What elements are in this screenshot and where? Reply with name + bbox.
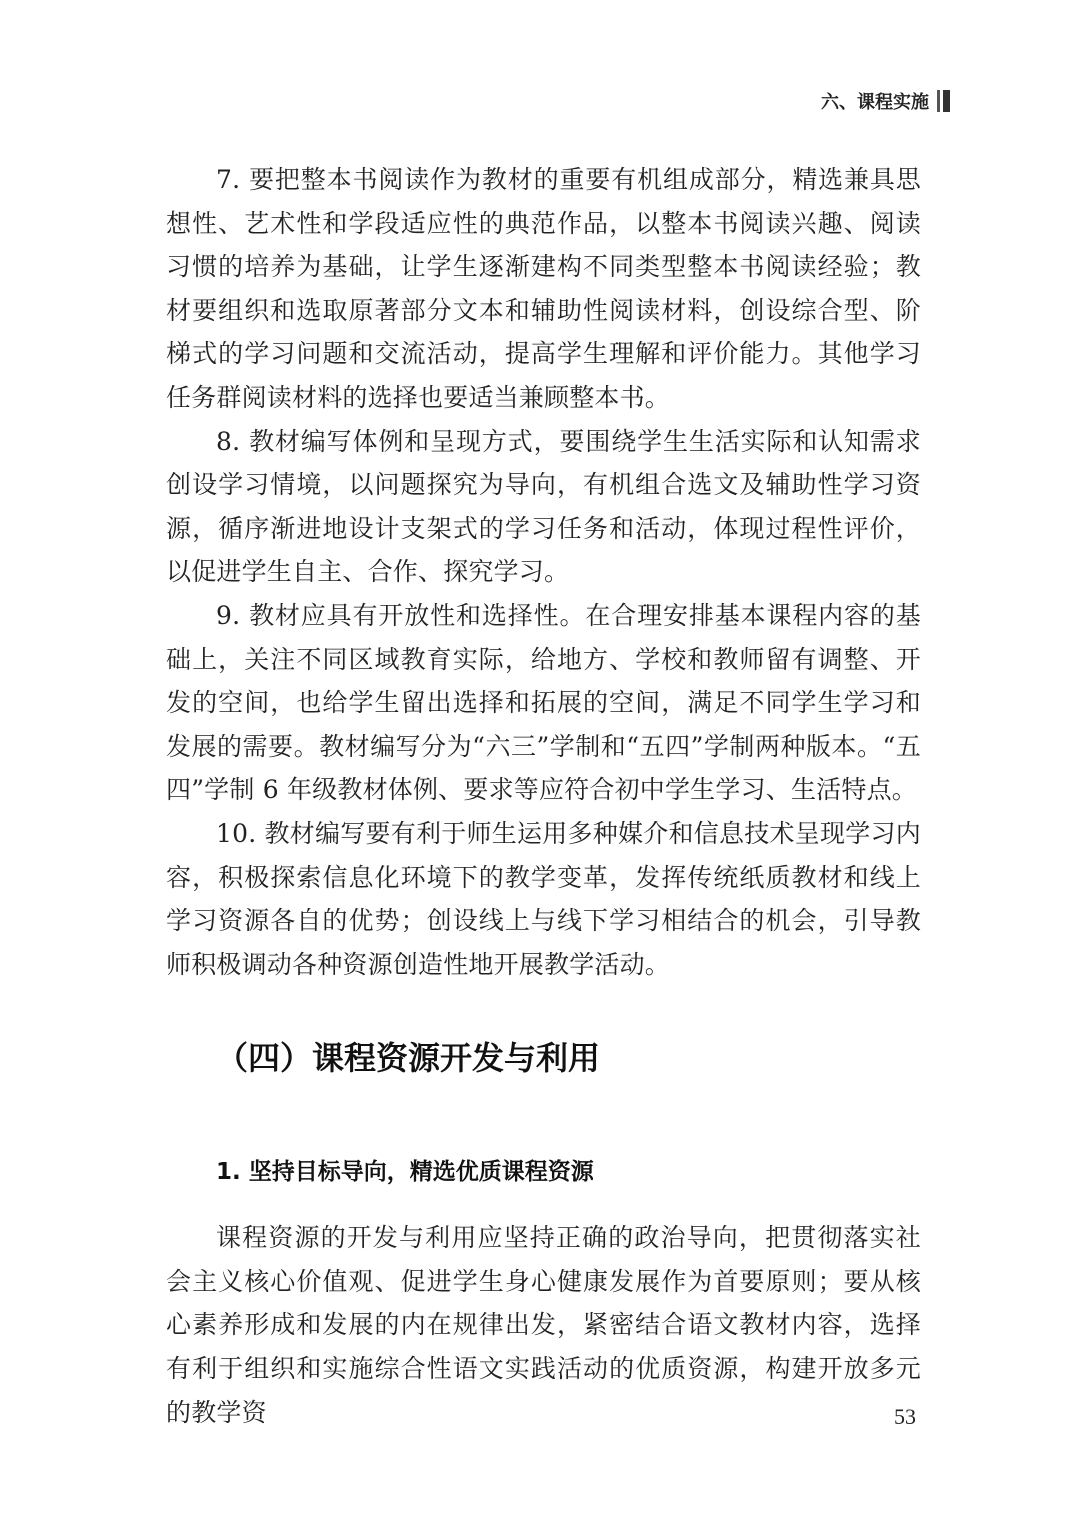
header-bar-thick	[943, 90, 950, 112]
sub-heading: 1. 坚持目标导向，精选优质课程资源	[216, 1159, 594, 1186]
paragraph-item-7: 7. 要把整本书阅读作为教材的重要有机组成部分，精选兼具思想性、艺术性和学段适应性的典范作品，以整本书阅读兴趣、阅读习惯的培养为基础，让学生逐渐建构不同类型整本书阅读经验；教材要组织和选取原著部分文本和辅助性阅读材料，创设综合型、阶梯式的学习问题和交流活动，提高学生理解和评价能力。其他学习任务群阅读材料的选择也要适当兼顾整本书。	[166, 165, 921, 412]
page-body	[166, 158, 921, 1434]
running-header	[821, 88, 950, 114]
paragraph-resources: 课程资源的开发与利用应坚持正确的政治导向，把贯彻落实社会主义核心价值观、促进学生身心健康发展作为首要原则；要从核心素养形成和发展的内在规律出发，紧密结合语文教材内容，选择有利于组织和实施综合性语文实践活动的优质资源，构建开放多元的教学资	[166, 1223, 921, 1427]
section-heading: （四）课程资源开发与利用	[216, 1039, 601, 1078]
header-bar-thin	[937, 90, 940, 112]
paragraph-item-8: 8. 教材编写体例和呈现方式，要围绕学生生活实际和认知需求创设学习情境，以问题探究为导向，有机组合选文及辅助性学习资源，循序渐进地设计支架式的学习任务和活动，体现过程性评价，以促进学生自主、合作、探究学习。	[166, 426, 921, 587]
page-number: 53	[894, 1404, 916, 1429]
header-bar-marker	[937, 90, 950, 112]
paragraph-item-10: 10. 教材编写要有利于师生运用多种媒介和信息技术呈现学习内容，积极探索信息化环境下的教学变革，发挥传统纸质教材和线上学习资源各自的优势；创设线上与线下学习相结合的机会，引导教师积极调动各种资源创造性地开展教学活动。	[166, 818, 921, 979]
paragraph-item-9: 9. 教材应具有开放性和选择性。在合理安排基本课程内容的基础上，关注不同区域教育实际，给地方、学校和教师留有调整、开发的空间，也给学生留出选择和拓展的空间，满足不同学生学习和发展的需要。教材编写分为“六三”学制和“五四”学制两种版本。“五四”学制 6 年级教材体例、要求等应符合初中学生学习、生活特点。	[166, 600, 921, 805]
chapter-title: 六、课程实施	[821, 92, 929, 113]
